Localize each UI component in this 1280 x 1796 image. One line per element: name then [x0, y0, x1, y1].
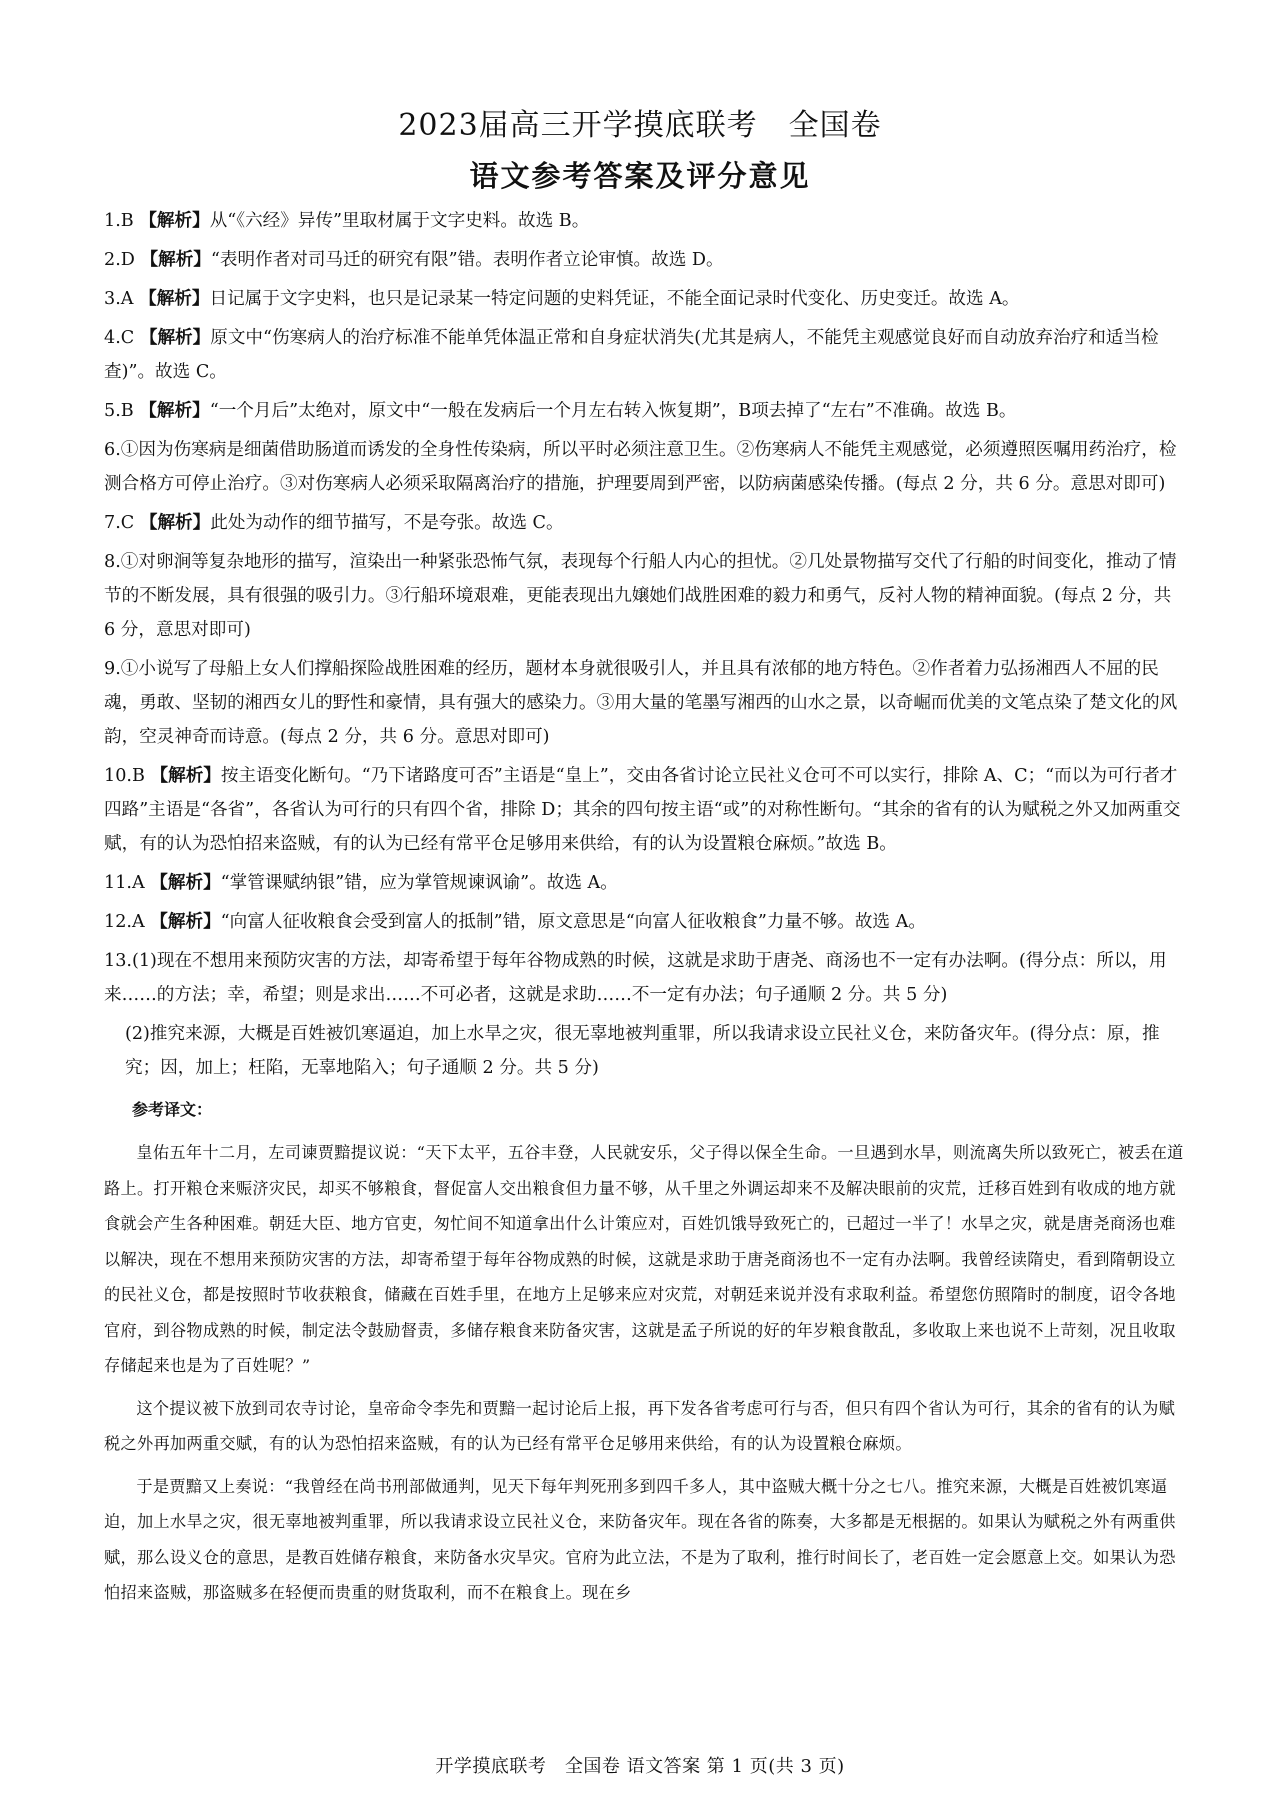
analysis-tag: 【解析】	[139, 289, 210, 309]
analysis-tag: 【解析】	[140, 250, 211, 270]
answer-item-5	[104, 394, 1184, 428]
answer-text: (1)现在不想用来预防灾害的方法，却寄希望于每年谷物成熟的时候，这就是求助于唐尧、商汤也不一定有办法啊。(得分点：所以，用来……的方法；幸，希望；则是求出……不可必者，这就是求助……不一定有办法；句子通顺 2 分。共 5 分)	[104, 951, 1167, 1005]
answer-text: “向富人征收粮食会受到富人的抵制”错，原文意思是“向富人征收粮食”力量不够。故选 A。	[220, 912, 926, 932]
answer-item-13-part2: (2)推究来源，大概是百姓被饥寒逼迫，加上水旱之灾，很无辜地被判重罪，所以我请求设立民社义仓，来防备灾年。(得分点：原，推究；因，加上；枉陷，无辜地陷入；句子通顺 2 分。共 5 分)	[125, 1024, 1160, 1078]
answer-number: 8.	[104, 552, 121, 572]
translation-paragraph: 皇佑五年十二月，左司谏贾黯提议说：“天下太平，五谷丰登，人民就安乐，父子得以保全生命。一旦遇到水旱，则流离失所以致死亡，被丢在道路上。打开粮仓来赈济灾民，却买不够粮食，督促富人交出粮食但力量不够，从千里之外调运却来不及解决眼前的灾荒，迁移百姓到有收成的地方就食就会产生各种困难。朝廷大臣、地方官吏，匆忙间不知道拿出什么计策应对，百姓饥饿导致死亡的，已超过一半了！水旱之灾，就是唐尧商汤也难以解决，现在不想用来预防灾害的方法，却寄希望于每年谷物成熟的时候，这就是求助于唐尧商汤也不一定有办法啊。我曾经读隋史，看到隋朝设立的民社义仓，都是按照时节收获粮食，储藏在百姓手里，在地方上足够来应对灾荒，对朝廷来说并没有求取利益。希望您仿照隋时的制度，诏令各地官府，到谷物成熟的时候，制定法令鼓励督责，多储存粮食来防备灾害，这就是孟子所说的好的年岁粮食散乱，多收取上来也说不上苛刻，况且收取存储起来也是为了百姓呢？”	[104, 1143, 1184, 1375]
analysis-tag: 【解析】	[139, 401, 210, 421]
answer-number: 11.A	[104, 873, 145, 893]
translation-paragraph: 这个提议被下放到司农寺讨论，皇帝命令李先和贾黯一起讨论后上报，再下发各省考虑可行与否，但只有四个省认为可行，其余的省有的认为赋税之外再加两重交赋，有的认为恐怕招来盗贼，有的认为已经有常平仓足够用来供给，有的认为设置粮仓麻烦。	[104, 1398, 1176, 1453]
answer-item-4	[104, 321, 1184, 389]
answer-number: 10.B	[104, 766, 145, 786]
answer-text: ①小说写了母船上女人们撑船探险战胜困难的经历，题材本身就很吸引人，并且具有浓郁的地方特色。②作者着力弘扬湘西人不屈的民魂，勇敢、坚韧的湘西女儿的野性和豪情，具有强大的感染力。③用大量的笔墨写湘西的山水之景，以奇崛而优美的文笔点染了楚文化的风韵，空灵神奇而诗意。(每点 2 分，共 6 分。意思对即可)	[104, 659, 1178, 747]
answer-item-13	[104, 944, 1184, 1012]
answer-text: ①对卵涧等复杂地形的描写，渲染出一种紧张恐怖气氛，表现每个行船人内心的担忧。②几处景物描写交代了行船的时间变化，推动了情节的不断发展，具有很强的吸引力。③行船环境艰难，更能表现出九嬢她们战胜困难的毅力和勇气，反衬人物的精神面貌。(每点 2 分，共 6 分，意思对即可)	[104, 552, 1177, 640]
analysis-tag: 【解析】	[150, 912, 221, 932]
answer-text: “一个月后”太绝对，原文中“一般在发病后一个月左右转入恢复期”，B项去掉了“左右”不准确。故选 B。	[209, 401, 1017, 421]
analysis-tag: 【解析】	[139, 211, 210, 231]
translation-paragraph: 于是贾黯又上奏说：“我曾经在尚书刑部做通判，见天下每年判死刑多到四千多人，其中盗贼大概十分之七八。推究来源，大概是百姓被饥寒逼迫，加上水旱之灾，很无辜地被判重罪，所以我请求设立民社义仓，来防备灾年。现在各省的陈奏，大多都是无根据的。如果认为赋税之外有两重供赋，那么设义仓的意思，是教百姓储存粮食，来防备水灾旱灾。官府为此立法，不是为了取利，推行时间长了，老百姓一定会愿意上交。如果认为恐怕招来盗贼，那盗贼多在轻便而贵重的财货取利，而不在粮食上。现在乡	[104, 1476, 1176, 1602]
analysis-tag: 【解析】	[150, 766, 221, 786]
answer-text: 原文中“伤寒病人的治疗标准不能单凭体温正常和自身症状消失(尤其是病人，不能凭主观感觉良好而自动放弃治疗和适当检查)”。故选 C。	[104, 328, 1159, 382]
reference-translation-title: 参考译文：	[132, 1100, 213, 1119]
answer-text: “表明作者对司马迁的研究有限”错。表明作者立论审慎。故选 D。	[210, 250, 724, 270]
page-footer: 开学摸底联考 全国卷 语文答案 第 1 页(共 3 页)	[435, 1756, 845, 1777]
analysis-tag: 【解析】	[139, 513, 211, 533]
analysis-tag: 【解析】	[150, 873, 221, 893]
answer-item-11	[104, 866, 1184, 900]
answer-text: ①因为伤寒病是细菌借助肠道而诱发的全身性传染病，所以平时必须注意卫生。②伤寒病人不能凭主观感觉，必须遵照医嘱用药治疗，检测合格方可停止治疗。③对伤寒病人必须采取隔离治疗的措施，护理要周到严密，以防病菌感染传播。(每点 2 分，共 6 分。意思对即可)	[104, 440, 1177, 494]
answer-number: 4.C	[104, 328, 135, 348]
answer-number: 2.D	[104, 250, 135, 270]
answer-key-title: 语文参考答案及评分意见	[469, 159, 811, 193]
answer-item-12	[104, 905, 1184, 939]
answer-item-6	[104, 433, 1184, 501]
analysis-tag: 【解析】	[139, 328, 211, 348]
answer-item-7	[104, 506, 1184, 540]
answer-list	[104, 204, 1184, 1618]
answer-item-8	[104, 545, 1184, 647]
answer-text: “掌管课赋纳银”错，应为掌管规谏讽谕”。故选 A。	[220, 873, 618, 893]
answer-number: 5.B	[104, 401, 134, 421]
answer-item-1	[104, 204, 1184, 238]
answer-item-2	[104, 243, 1184, 277]
answer-number: 13.	[104, 951, 132, 971]
answer-item-10	[104, 759, 1184, 861]
answer-number: 9.	[104, 659, 121, 679]
answer-number: 6.	[104, 440, 121, 460]
answer-item-3	[104, 282, 1184, 316]
answer-number: 12.A	[104, 912, 145, 932]
answer-text: 日记属于文字史料，也只是记录某一特定问题的史料凭证，不能全面记录时代变化、历史变迁。故选 A。	[209, 289, 1020, 309]
answer-text: 此处为动作的细节描写，不是夸张。故选 C。	[210, 513, 564, 533]
answer-item-9	[104, 652, 1184, 754]
answer-number: 3.A	[104, 289, 134, 309]
answer-number: 7.C	[104, 513, 135, 533]
answer-number: 1.B	[104, 211, 134, 231]
answer-text: 从“《六经》异传”里取材属于文字史料。故选 B。	[209, 211, 590, 231]
exam-title: 2023届高三开学摸底联考 全国卷	[398, 108, 882, 143]
answer-text: 按主语变化断句。“乃下诸路度可否”主语是“皇上”，交由各省讨论立民社义仓可不可以实行，排除 A、C；“而以为可行者才四路”主语是“各省”，各省认为可行的只有四个省，排除 D；其余的四句按主语“或”的对称性断句。“其余的省有的认为赋税之外又加两重交赋，有的认为恐怕招来盗贼，有的认为已经有常平仓足够用来供给，有的认为设置粮仓麻烦。”故选 B。	[104, 766, 1181, 854]
